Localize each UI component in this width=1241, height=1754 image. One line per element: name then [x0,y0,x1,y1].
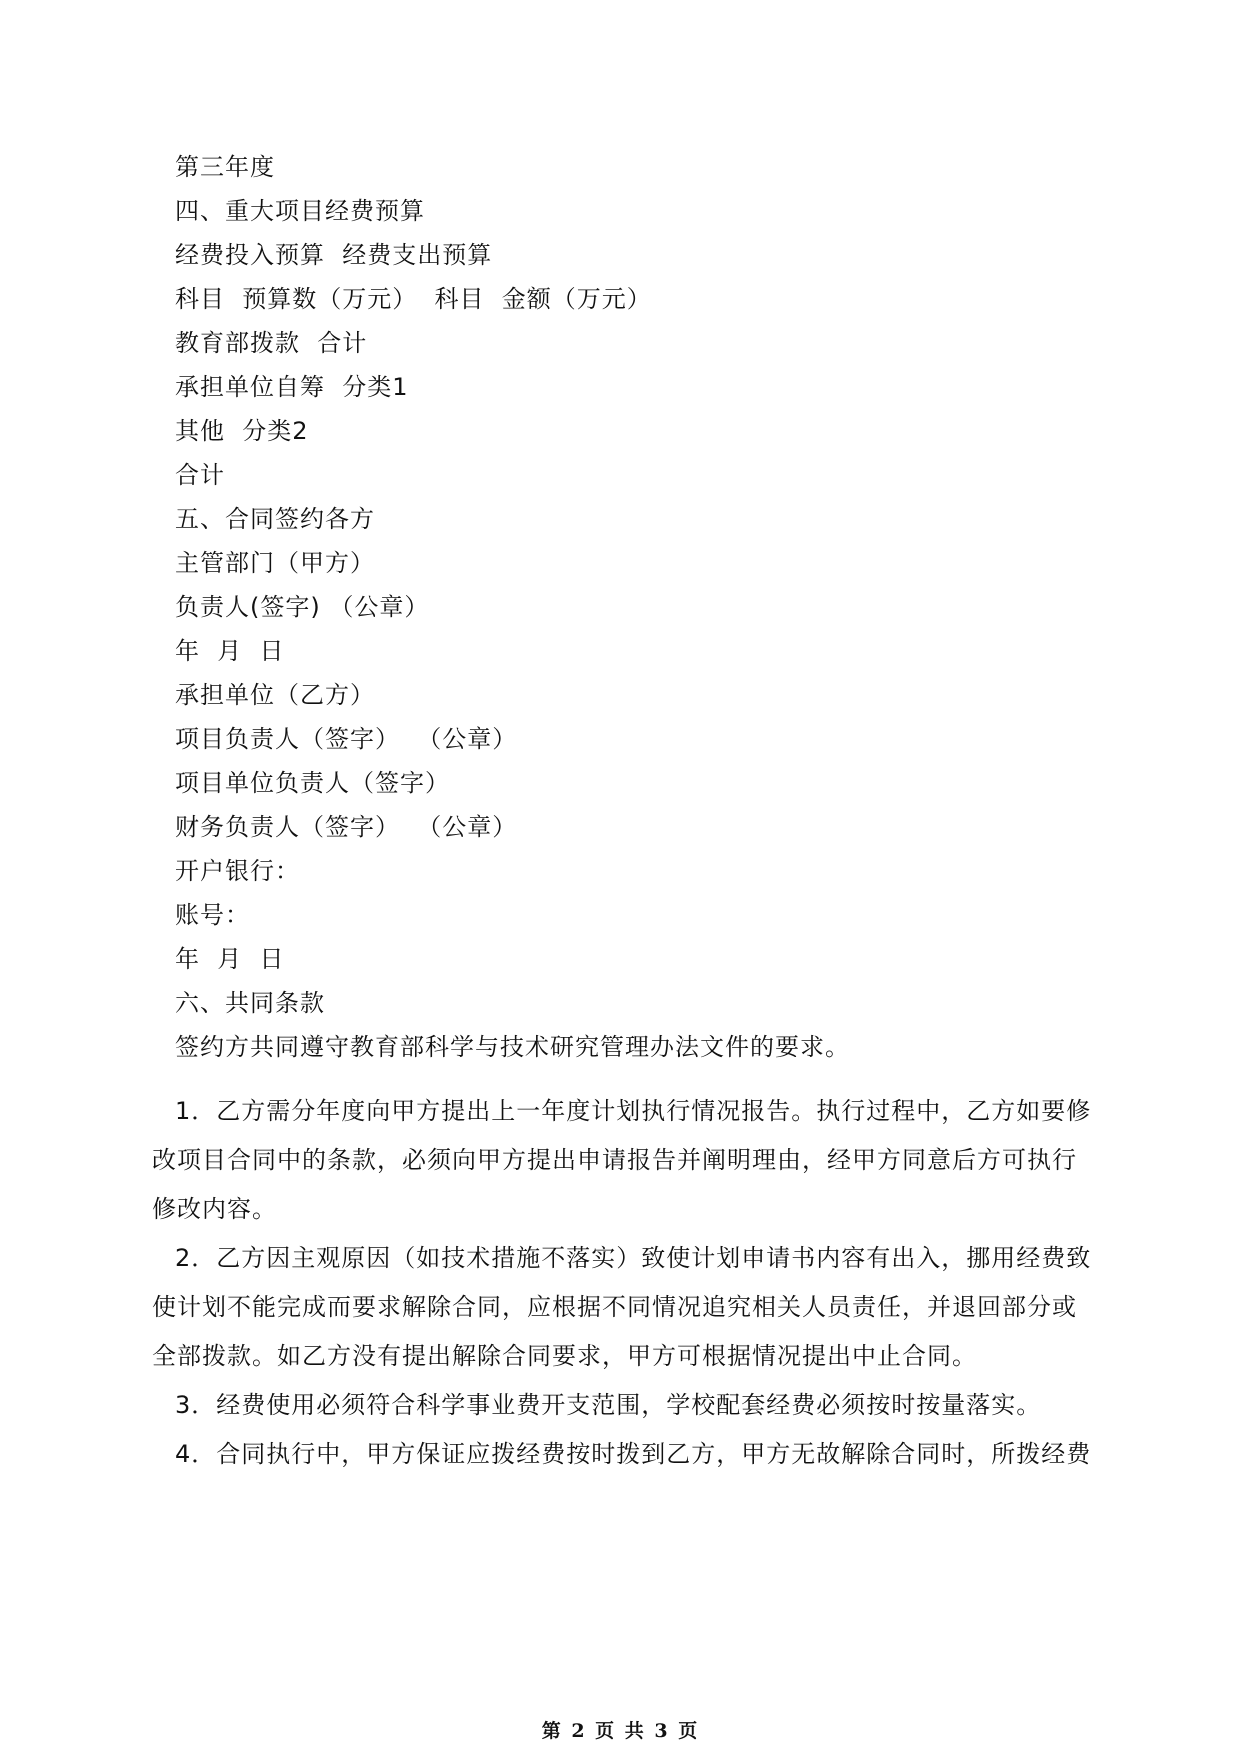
clause-paragraph: 3．经费使用必须符合科学事业费开支范围，学校配套经费必须按时按量落实。 [175,1391,1042,1419]
section-heading: 五、合同签约各方 [175,505,375,533]
text-line: 其他 分类2 [175,417,309,445]
text-line: 签约方共同遵守教育部科学与技术研究管理办法文件的要求。 [175,1033,850,1061]
text-line: 合计 [175,461,225,489]
section-heading: 六、共同条款 [175,989,325,1017]
text-line: 经费投入预算 经费支出预算 [175,241,493,269]
clause-paragraph: 4．合同执行中，甲方保证应拨经费按时拨到乙方，甲方无故解除合同时，所拨经费 [175,1440,1092,1468]
page-number-footer: 第 2 页 共 3 页 [541,1720,700,1742]
clause-paragraph: 2．乙方因主观原因（如技术措施不落实）致使计划申请书内容有出入，挪用经费致使计划不能完成而要求解除合同，应根据不同情况追究相关人员责任，并退回部分或全部拨款。如乙方没有提出解除合同要求，甲方可根据情况提出中止合同。 [152,1244,1092,1370]
text-line: 主管部门（甲方） [175,549,375,577]
text-line: 年 月 日 [175,637,285,665]
text-line: 承担单位（乙方） [175,681,375,709]
text-line: 科目 预算数（万元） 科目 金额（万元） [175,285,652,313]
text-line: 第三年度 [175,153,275,181]
section-heading: 四、重大项目经费预算 [175,197,425,225]
text-line: 年 月 日 [175,945,285,973]
text-line: 负责人(签字) （公章） [175,593,430,621]
text-line: 账号： [175,901,250,929]
text-line: 承担单位自筹 分类1 [175,373,409,401]
text-line: 开户银行： [175,857,300,885]
text-line: 项目负责人（签字） （公章） [175,725,518,753]
clause-paragraph: 1．乙方需分年度向甲方提出上一年度计划执行情况报告。执行过程中，乙方如要修改项目合同中的条款，必须向甲方提出申请报告并阐明理由，经甲方同意后方可执行修改内容。 [152,1097,1092,1223]
text-line: 教育部拨款 合计 [175,329,368,357]
text-line: 财务负责人（签字） （公章） [175,813,518,841]
text-line: 项目单位负责人（签字） [175,769,450,797]
